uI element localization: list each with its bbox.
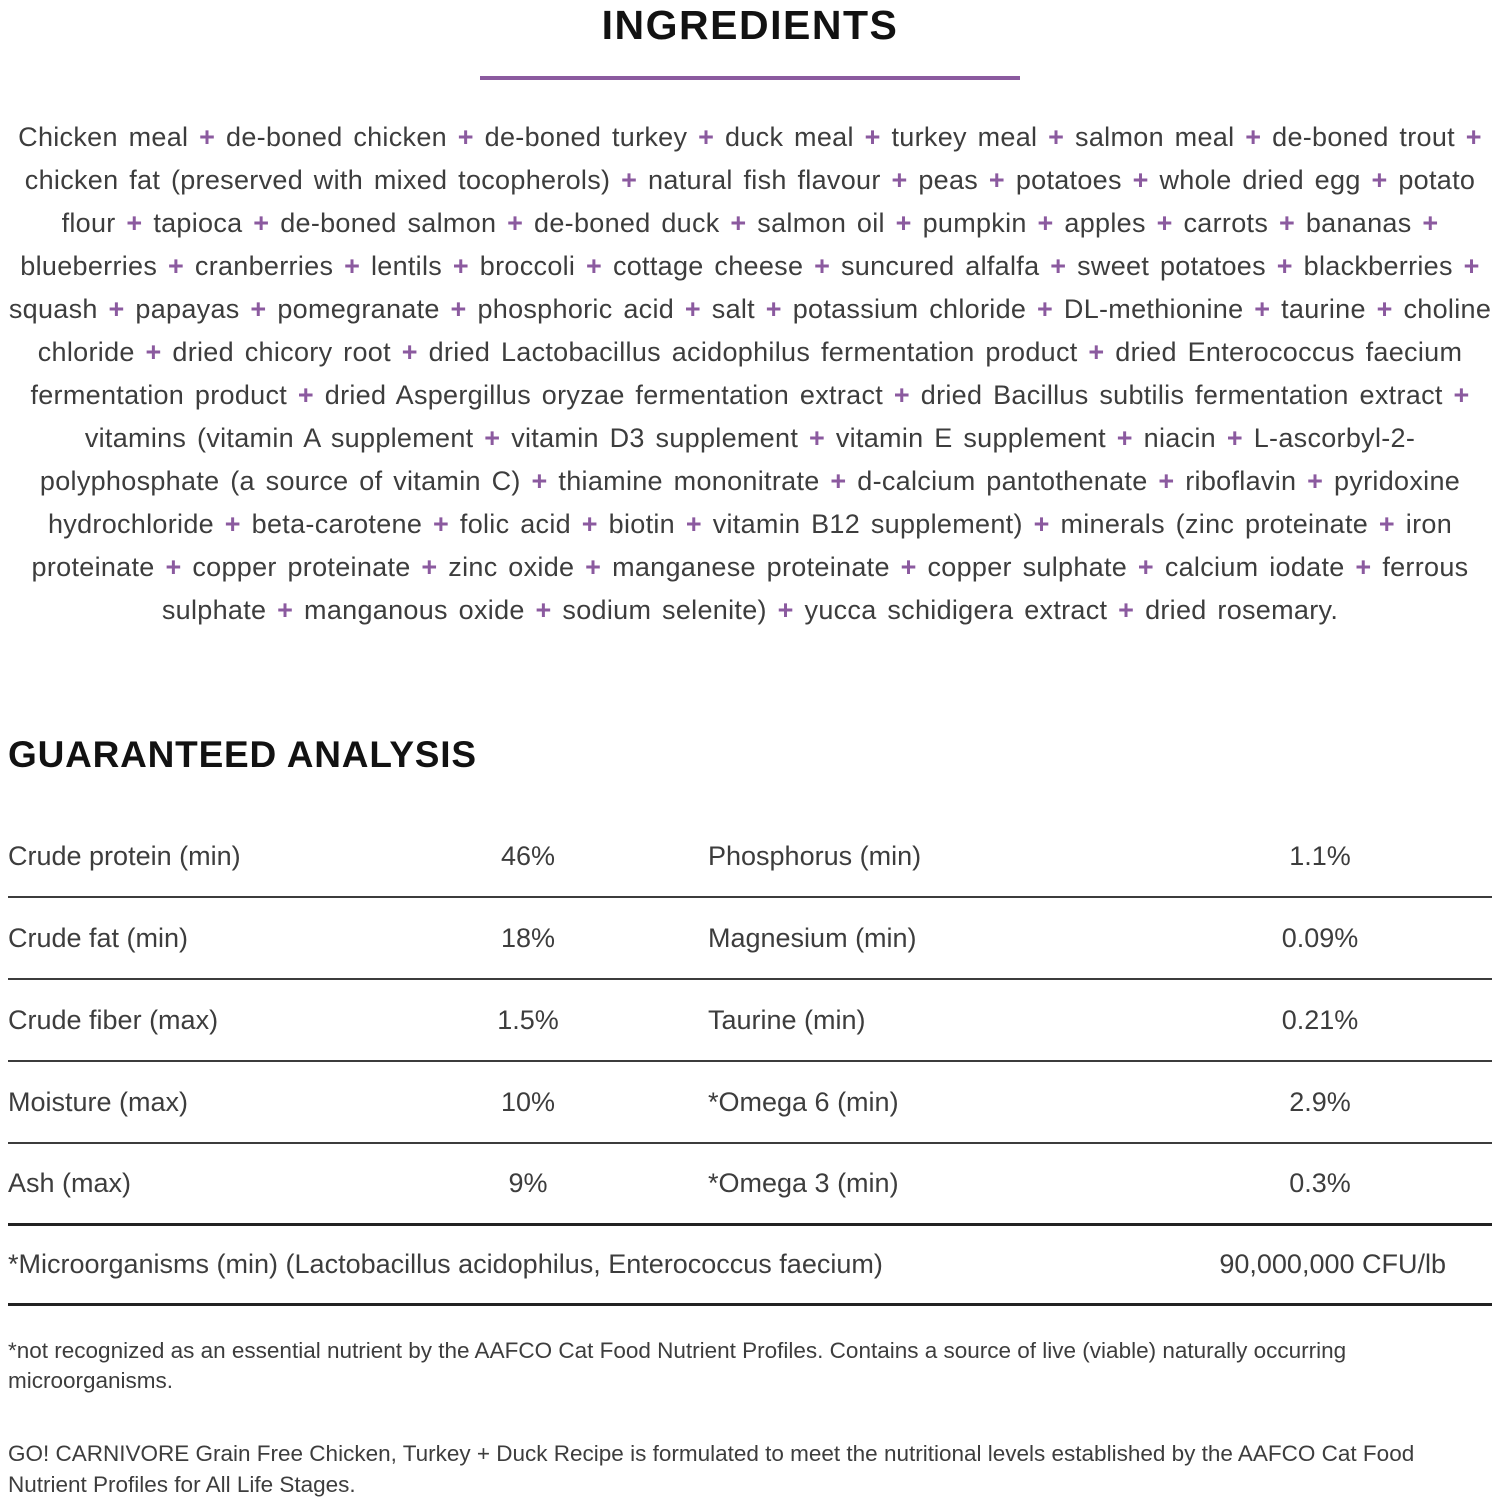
analysis-row xyxy=(8,980,1492,1062)
ingredient-item: blackberries xyxy=(1303,251,1453,281)
ingredient-item: manganous oxide xyxy=(304,595,525,625)
ingredient-item: potatoes xyxy=(1015,165,1122,195)
ingredient-item: salmon meal xyxy=(1075,122,1235,152)
ingredient-item: vitamins (vitamin A supplement xyxy=(84,423,474,453)
plus-separator: + xyxy=(531,466,548,496)
analysis-row xyxy=(8,898,1492,980)
plus-separator: + xyxy=(507,208,524,238)
analysis-left-label: Moisture (max) xyxy=(8,1086,189,1117)
analysis-right-label: *Omega 6 (min) xyxy=(708,1086,899,1117)
microorganisms-row xyxy=(8,1226,1492,1306)
analysis-table xyxy=(8,816,1492,1226)
plus-separator: + xyxy=(1048,122,1065,152)
ingredient-item: lentils xyxy=(370,251,443,281)
analysis-left-label: Ash (max) xyxy=(8,1168,132,1198)
ingredient-item: dried Enterococcus faecium fermentation product xyxy=(30,337,1463,410)
analysis-left-label: Crude fat (min) xyxy=(8,922,189,953)
ingredient-item: dried Lactobacillus acidophilus fermentation product xyxy=(428,337,1078,367)
analysis-right-value: 2.9% xyxy=(1289,1086,1351,1117)
analysis-row xyxy=(8,816,1492,898)
plus-separator: + xyxy=(457,122,474,152)
ingredient-item: papayas xyxy=(135,294,240,324)
ingredient-item: iron proteinate xyxy=(31,509,1453,582)
microorganisms-value: 90,000,000 CFU/lb xyxy=(1219,1249,1446,1279)
plus-separator: + xyxy=(277,595,294,625)
plus-separator: + xyxy=(224,509,241,539)
plus-separator: + xyxy=(1254,294,1271,324)
plus-separator: + xyxy=(1158,466,1175,496)
plus-separator: + xyxy=(297,380,314,410)
plus-separator: + xyxy=(1037,294,1054,324)
analysis-right-value: 0.21% xyxy=(1281,1004,1359,1035)
ingredient-item: niacin xyxy=(1143,423,1217,453)
ingredient-item: L-ascorbyl-2-polyphosphate (a source of vitamin C) xyxy=(39,423,1416,496)
analysis-right-label: Taurine (min) xyxy=(708,1004,866,1035)
plus-separator: + xyxy=(1132,165,1149,195)
formulation-footnote: GO! CARNIVORE Grain Free Chicken, Turkey + Duck Recipe is formulated to meet the nutritional levels established by the AAFCO Cat Food Nutrient Profiles for All Life Stages. xyxy=(8,1441,1415,1497)
ingredient-item: copper proteinate xyxy=(192,552,411,582)
ingredient-item: de-boned trout xyxy=(1272,122,1455,152)
ingredient-item: carrots xyxy=(1183,208,1269,238)
analysis-left-value: 10% xyxy=(500,1086,556,1117)
ingredient-item: minerals (zinc proteinate xyxy=(1060,509,1369,539)
ingredient-item: thiamine mononitrate xyxy=(558,466,820,496)
accent-divider-rule xyxy=(480,76,1020,80)
ingredient-item: biotin xyxy=(608,509,675,539)
plus-separator: + xyxy=(452,251,469,281)
ingredient-item: vitamin D3 supplement xyxy=(511,423,799,453)
plus-separator: + xyxy=(777,595,794,625)
plus-separator: + xyxy=(145,337,162,367)
analysis-row xyxy=(8,1144,1492,1226)
plus-separator: + xyxy=(864,122,881,152)
plus-separator: + xyxy=(1088,337,1105,367)
plus-separator: + xyxy=(698,122,715,152)
analysis-left-label: Crude protein (min) xyxy=(8,840,241,871)
guaranteed-analysis-title: GUARANTEED ANALYSIS xyxy=(8,734,477,775)
plus-separator: + xyxy=(1156,208,1173,238)
plus-separator: + xyxy=(1050,251,1067,281)
plus-separator: + xyxy=(684,294,701,324)
ingredient-item: d-calcium pantothenate xyxy=(857,466,1148,496)
plus-separator: + xyxy=(535,595,552,625)
ingredient-item: cottage cheese xyxy=(612,251,804,281)
aafco-footnote: *not recognized as an essential nutrient by the AAFCO Cat Food Nutrient Profiles. Contains a source of live (viable) naturally occurring microorganisms. xyxy=(8,1338,1347,1393)
plus-separator: + xyxy=(830,466,847,496)
plus-separator: + xyxy=(108,294,125,324)
plus-separator: + xyxy=(900,552,917,582)
plus-separator: + xyxy=(1453,380,1470,410)
analysis-row xyxy=(8,1062,1492,1144)
ingredient-item: de-boned salmon xyxy=(280,208,497,238)
ingredient-item: potato flour xyxy=(61,165,1476,238)
ingredients-paragraph xyxy=(8,116,1492,632)
plus-separator: + xyxy=(895,208,912,238)
plus-separator: + xyxy=(1118,595,1135,625)
ingredient-item: de-boned duck xyxy=(534,208,720,238)
ingredient-item: whole dried egg xyxy=(1159,165,1361,195)
ingredient-item: zinc oxide xyxy=(448,552,575,582)
analysis-left-value: 1.5% xyxy=(497,1004,559,1035)
ingredient-item: Chicken meal xyxy=(18,122,189,152)
ingredient-item: taurine xyxy=(1281,294,1366,324)
plus-separator: + xyxy=(1276,251,1293,281)
ingredient-item: phosphoric acid xyxy=(477,294,675,324)
ingredient-item: chicken fat (preserved with mixed tocopherols) xyxy=(24,165,611,195)
plus-separator: + xyxy=(1278,208,1296,238)
ingredient-item: cranberries xyxy=(194,251,334,281)
plus-separator: + xyxy=(1355,552,1372,582)
plus-separator: + xyxy=(586,251,603,281)
plus-separator: + xyxy=(1376,294,1393,324)
plus-separator: + xyxy=(1245,122,1262,152)
plus-separator: + xyxy=(1422,208,1439,238)
plus-separator: + xyxy=(433,509,450,539)
plus-separator: + xyxy=(250,294,267,324)
analysis-right-label: Phosphorus (min) xyxy=(708,840,922,871)
plus-separator: + xyxy=(168,251,185,281)
ingredient-item: suncured alfalfa xyxy=(840,251,1040,281)
analysis-right-label: Magnesium (min) xyxy=(708,922,917,953)
plus-separator: + xyxy=(891,165,908,195)
plus-separator: + xyxy=(814,251,831,281)
plus-separator: + xyxy=(126,208,143,238)
ingredient-item: potassium chloride xyxy=(792,294,1027,324)
plus-separator: + xyxy=(585,552,602,582)
ingredients-title: INGREDIENTS xyxy=(601,2,899,48)
ingredient-item: salt xyxy=(711,294,755,324)
ingredient-item: pomegranate xyxy=(277,294,440,324)
ingredient-item: pyridoxine hydrochloride xyxy=(47,466,1461,539)
ingredient-item: vitamin B12 supplement) xyxy=(712,509,1023,539)
ingredient-item: calcium iodate xyxy=(1164,552,1345,582)
plus-separator: + xyxy=(1033,509,1050,539)
plus-separator: + xyxy=(1037,208,1054,238)
plus-separator: + xyxy=(165,552,182,582)
plus-separator: + xyxy=(988,165,1005,195)
plus-separator: + xyxy=(1116,423,1133,453)
analysis-left-label: Crude fiber (max) xyxy=(8,1004,219,1035)
plus-separator: + xyxy=(199,122,216,152)
plus-separator: + xyxy=(253,208,270,238)
ingredient-item: de-boned turkey xyxy=(484,122,688,152)
plus-separator: + xyxy=(1463,251,1480,281)
ingredient-item: sodium selenite) xyxy=(562,595,767,625)
plus-separator: + xyxy=(1307,466,1324,496)
ingredient-item: dried Aspergillus oryzae fermentation extract xyxy=(324,380,884,410)
analysis-left-value: 9% xyxy=(508,1168,548,1198)
ingredient-item: dried chicory root xyxy=(172,337,391,367)
plus-separator: + xyxy=(581,509,598,539)
ingredient-item: peas xyxy=(918,165,979,195)
ingredient-item: tapioca xyxy=(153,208,243,238)
ingredient-item: pumpkin xyxy=(922,208,1027,238)
plus-separator: + xyxy=(450,294,467,324)
ingredient-item: salmon oil xyxy=(757,208,885,238)
ingredient-item: bananas xyxy=(1305,208,1412,238)
plus-separator: + xyxy=(1371,165,1388,195)
ingredient-item: blueberries xyxy=(20,251,158,281)
plus-separator: + xyxy=(893,380,910,410)
plus-separator: + xyxy=(1226,423,1243,453)
analysis-right-value: 0.3% xyxy=(1289,1168,1351,1198)
ingredient-item: folic acid xyxy=(459,509,571,539)
ingredient-item: yucca schidigera extract xyxy=(804,595,1108,625)
analysis-left-value: 46% xyxy=(500,840,556,871)
analysis-right-value: 1.1% xyxy=(1289,840,1351,871)
ingredient-item: de-boned chicken xyxy=(226,122,447,152)
ingredient-item: dried Bacillus subtilis fermentation extract xyxy=(920,380,1443,410)
ingredient-item: turkey meal xyxy=(891,122,1038,152)
ingredient-item: DL-methionine xyxy=(1063,294,1244,324)
analysis-left-value: 18% xyxy=(500,922,556,953)
microorganisms-label: *Microorganisms (min) (Lactobacillus acidophilus, Enterococcus faecium) xyxy=(8,1249,883,1279)
plus-separator: + xyxy=(621,165,638,195)
ingredient-item: natural fish flavour xyxy=(648,165,881,195)
analysis-right-value: 0.09% xyxy=(1281,922,1359,953)
ingredient-item: squash xyxy=(8,294,98,324)
plus-separator: + xyxy=(685,509,702,539)
plus-separator: + xyxy=(344,251,361,281)
analysis-right-label: *Omega 3 (min) xyxy=(708,1168,899,1198)
ingredient-item: apples xyxy=(1064,208,1146,238)
plus-separator: + xyxy=(1137,552,1154,582)
ingredient-item: riboflavin xyxy=(1185,466,1297,496)
plus-separator: + xyxy=(765,294,782,324)
ingredient-item: beta-carotene xyxy=(251,509,423,539)
plus-separator: + xyxy=(730,208,747,238)
ingredient-item: ferrous sulphate xyxy=(161,552,1469,625)
ingredient-item: manganese proteinate xyxy=(612,552,890,582)
plus-separator: + xyxy=(808,423,826,453)
ingredient-item: dried rosemary. xyxy=(1145,595,1339,625)
plus-separator: + xyxy=(401,337,418,367)
ingredient-item: duck meal xyxy=(725,122,854,152)
ingredient-item: broccoli xyxy=(479,251,576,281)
plus-separator: + xyxy=(421,552,438,582)
plus-separator: + xyxy=(1378,509,1395,539)
plus-separator: + xyxy=(1465,122,1482,152)
plus-separator: + xyxy=(484,423,501,453)
ingredient-item: choline chloride xyxy=(37,294,1492,367)
ingredient-item: copper sulphate xyxy=(927,552,1128,582)
ingredient-item: sweet potatoes xyxy=(1077,251,1266,281)
ingredient-item: vitamin E supplement xyxy=(835,423,1106,453)
